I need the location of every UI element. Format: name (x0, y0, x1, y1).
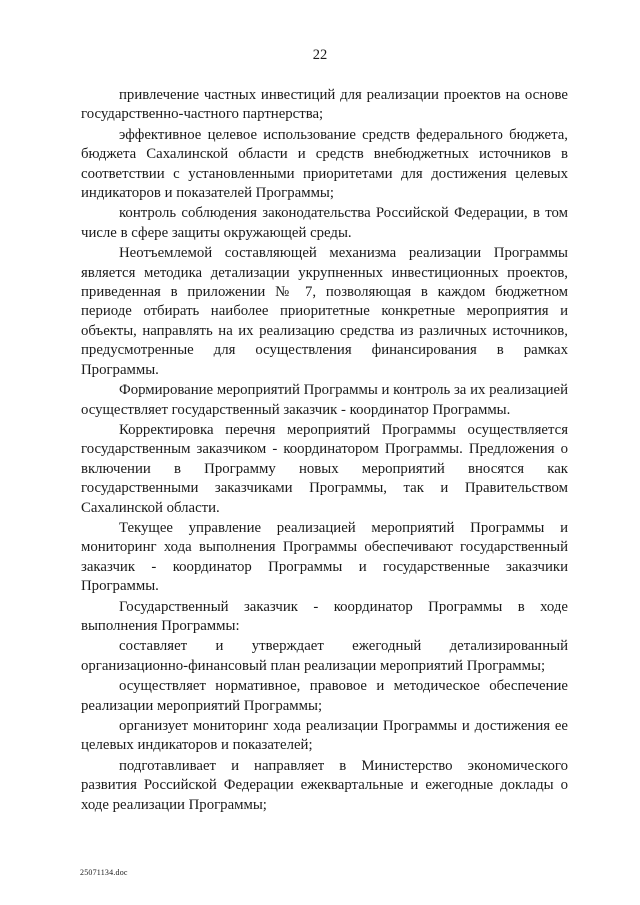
paragraph-methodology: Неотъемлемой составляющей механизма реализации Программы является методика детализации укрупненных инвестиционных проектов, приведенная в приложении № 7, позволяющая в каждом бюджетном периоде отбирать наиболее приоритетные конкретные мероприятия и объекты, направлять на их реализацию средства из различных источников, предусмотренные для осуществления финансирования в рамках Программы. (81, 245, 568, 378)
body-text (81, 86, 568, 816)
footer-filename: 25071134.doc (80, 868, 128, 877)
paragraph-budget-use: эффективное целевое использование средств федерального бюджета, бюджета Сахалинской области и средств внебюджетных источников в соответствии с установленными приоритетами для достижения целевых индикаторов и показателей Программы; (81, 126, 568, 202)
page-number: 22 (312, 47, 328, 63)
paragraph-reports: подготавливает и направляет в Министерство экономического развития Российской Федерации ежеквартальные и ежегодные доклады о ходе реализации Программы; (81, 757, 568, 813)
paragraph-formation: Формирование мероприятий Программы и контроль за их реализацией осуществляет государственный заказчик - координатор Программы. (81, 382, 568, 418)
paragraph-current-management: Текущее управление реализацией мероприятий Программы и мониторинг хода выполнения Программы обеспечивают государственный заказчик - координатор Программы и государственные заказчики Программы. (81, 519, 568, 595)
paragraph-monitoring: организует мониторинг хода реализации Программы и достижения ее целевых индикаторов и показателей; (81, 718, 568, 754)
paragraph-coordinator-duties: Государственный заказчик - координатор Программы в ходе выполнения Программы: (81, 598, 568, 634)
paragraph-legal-control: контроль соблюдения законодательства Российской Федерации, в том числе в сфере защиты окружающей среды. (81, 205, 568, 241)
paragraph-normative-support: осуществляет нормативное, правовое и методическое обеспечение реализации мероприятий Программы; (81, 678, 568, 714)
paragraph-private-investment: привлечение частных инвестиций для реализации проектов на основе государственно-частного партнерства; (81, 87, 568, 123)
paragraph-annual-plan: составляет и утверждает ежегодный детализированный организационно-финансовый план реализации мероприятий Программы; (81, 638, 568, 674)
paragraph-adjustment: Корректировка перечня мероприятий Программы осуществляется государственным заказчиком - координатором Программы. Предложения о включении в Программу новых мероприятий вносятся как государственными заказчиками Программы, так и Правительством Сахалинской области. (81, 421, 568, 516)
